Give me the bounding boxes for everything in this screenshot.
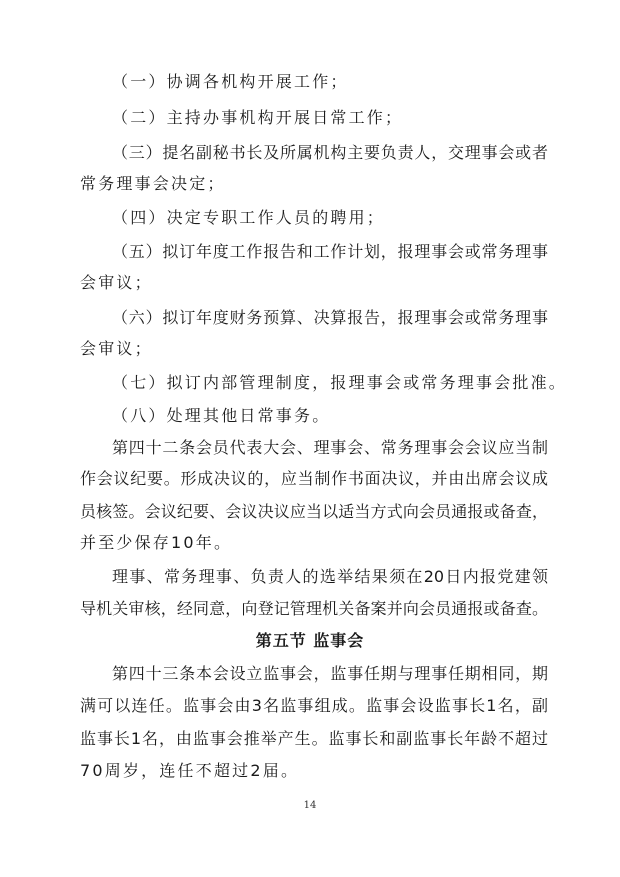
article-43-line-2: 满可以连任。监事会由3名监事组成。监事会设监事长1名，副 [80,696,548,715]
article-43-line-3: 监事长1名，由监事会推举产生。监事长和副监事长年龄不超过 [80,729,548,748]
section-heading: 第五节 监事会 [255,631,365,650]
list-item-5-line-2: 会审议； [80,273,153,292]
article-42-line-1: 第四十二条会员代表大会、理事会、常务理事会会议应当制 [112,438,548,457]
list-item-2: （二）主持办事机构开展日常工作； [112,108,404,127]
article-43-line-1: 第四十三条本会设立监事会，监事任期与理事任期相同，期 [112,664,548,683]
list-item-6-line-2: 会审议； [80,339,153,358]
list-item-1: （一）协调各机构开展工作； [112,72,349,91]
list-item-3-line-2: 常务理事会决定； [80,174,226,193]
election-paragraph-line-1: 理事、常务理事、负责人的选举结果须在20日内报党建领 [112,567,548,586]
list-item-7: （七）拟订内部管理制度，报理事会或常务理事会批准。 [112,373,568,392]
page-number: 14 [303,800,317,811]
article-42-line-4: 并至少保存10年。 [80,533,233,552]
election-paragraph-line-2: 导机关审核，经同意，向登记管理机关备案并向会员通报或备查。 [80,599,548,618]
article-42-line-2: 作会议纪要。形成决议的，应当制作书面决议，并由出席会议成 [80,469,548,488]
list-item-4: （四）决定专职工作人员的聘用； [112,208,386,227]
list-item-6-line-1: （六）拟订年度财务预算、决算报告，报理事会或常务理事 [112,308,548,327]
list-item-5-line-1: （五）拟订年度工作报告和工作计划，报理事会或常务理事 [112,242,548,261]
article-43-line-4: 70周岁，连任不超过2届。 [80,761,300,780]
list-item-3-line-1: （三）提名副秘书长及所属机构主要负责人，交理事会或者 [112,143,548,162]
list-item-8: （八）处理其他日常事务。 [112,406,331,425]
article-42-line-3: 员核签。会议纪要、会议决议应当以适当方式向会员通报或备查， [80,502,548,521]
